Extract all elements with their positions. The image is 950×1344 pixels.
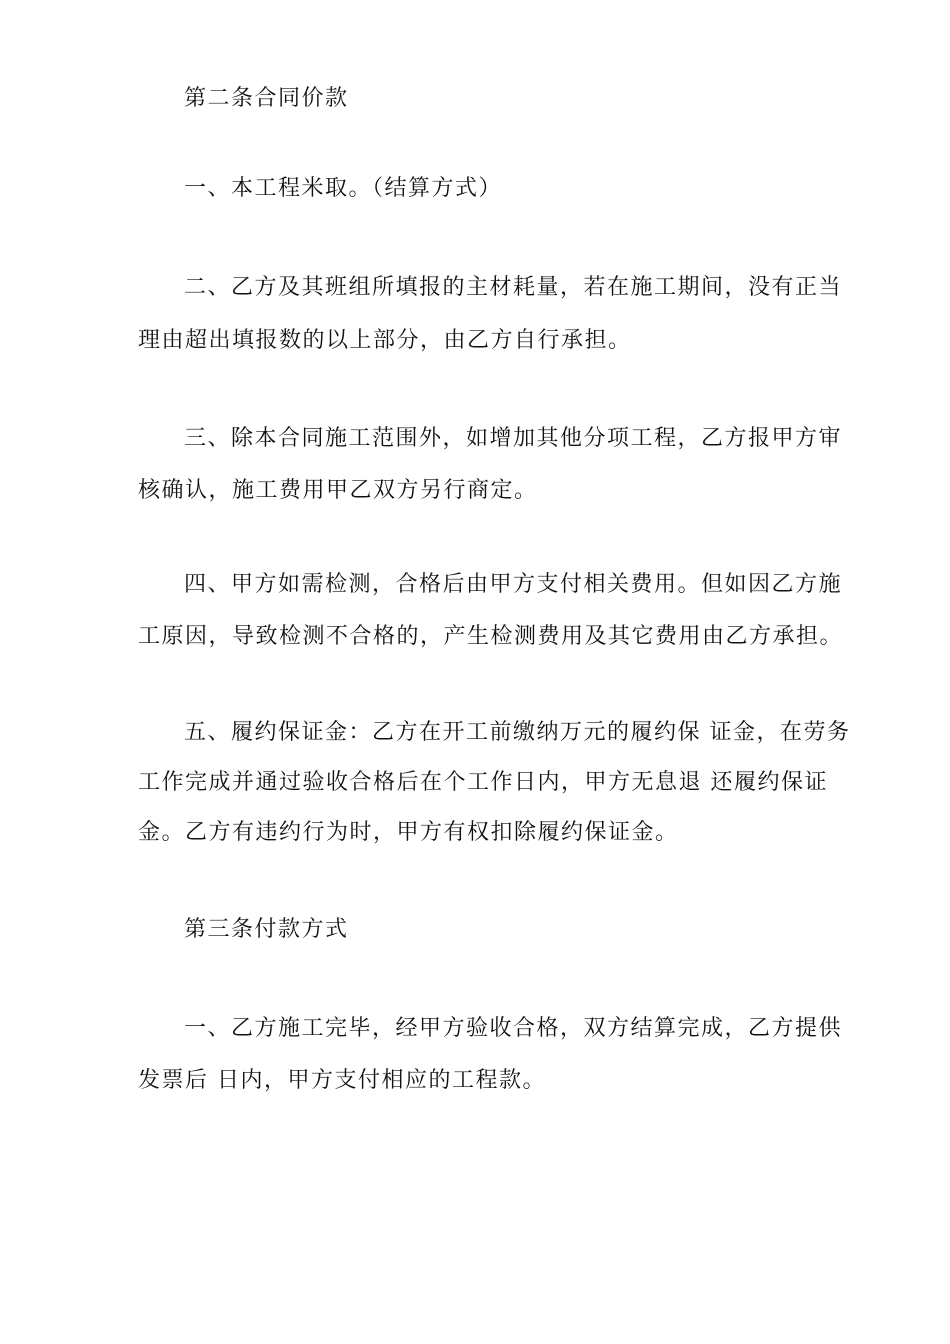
clause-2-5-line-2: 工作完成并通过验收合格后在个工作日内，甲方无息退 还履约保证	[138, 770, 828, 795]
article-3-heading: 第三条付款方式	[184, 917, 349, 942]
clause-2-4-line-1: 四、甲方如需检测，合格后由甲方支付相关费用。但如因乙方施	[184, 572, 843, 597]
clause-3-1-line-1: 一、乙方施工完毕，经甲方验收合格，双方结算完成，乙方提供	[184, 1016, 843, 1041]
clause-2-2-line-2: 理由超出填报数的以上部分，由乙方自行承担。	[138, 328, 632, 353]
clause-3-1-line-2: 发票后 日内，甲方支付相应的工程款。	[138, 1068, 546, 1093]
clause-2-5-line-1: 五、履约保证金：乙方在开工前缴纳万元的履约保 证金，在劳务	[184, 720, 851, 745]
clause-2-3-line-1: 三、除本合同施工范围外，如增加其他分项工程，乙方报甲方审	[184, 426, 843, 451]
clause-2-3-line-2: 核确认，施工费用甲乙双方另行商定。	[138, 478, 538, 503]
clause-2-4-line-2: 工原因，导致检测不合格的，产生检测费用及其它费用由乙方承担。	[138, 624, 844, 649]
clause-2-2-line-1: 二、乙方及其班组所填报的主材耗量，若在施工期间，没有正当	[184, 275, 843, 300]
clause-2-5-line-3: 金。乙方有违约行为时，甲方有权扣除履约保证金。	[138, 820, 679, 845]
clause-2-1: 一、本工程米取。（结算方式）	[184, 176, 503, 201]
article-2-heading: 第二条合同价款	[184, 86, 349, 111]
